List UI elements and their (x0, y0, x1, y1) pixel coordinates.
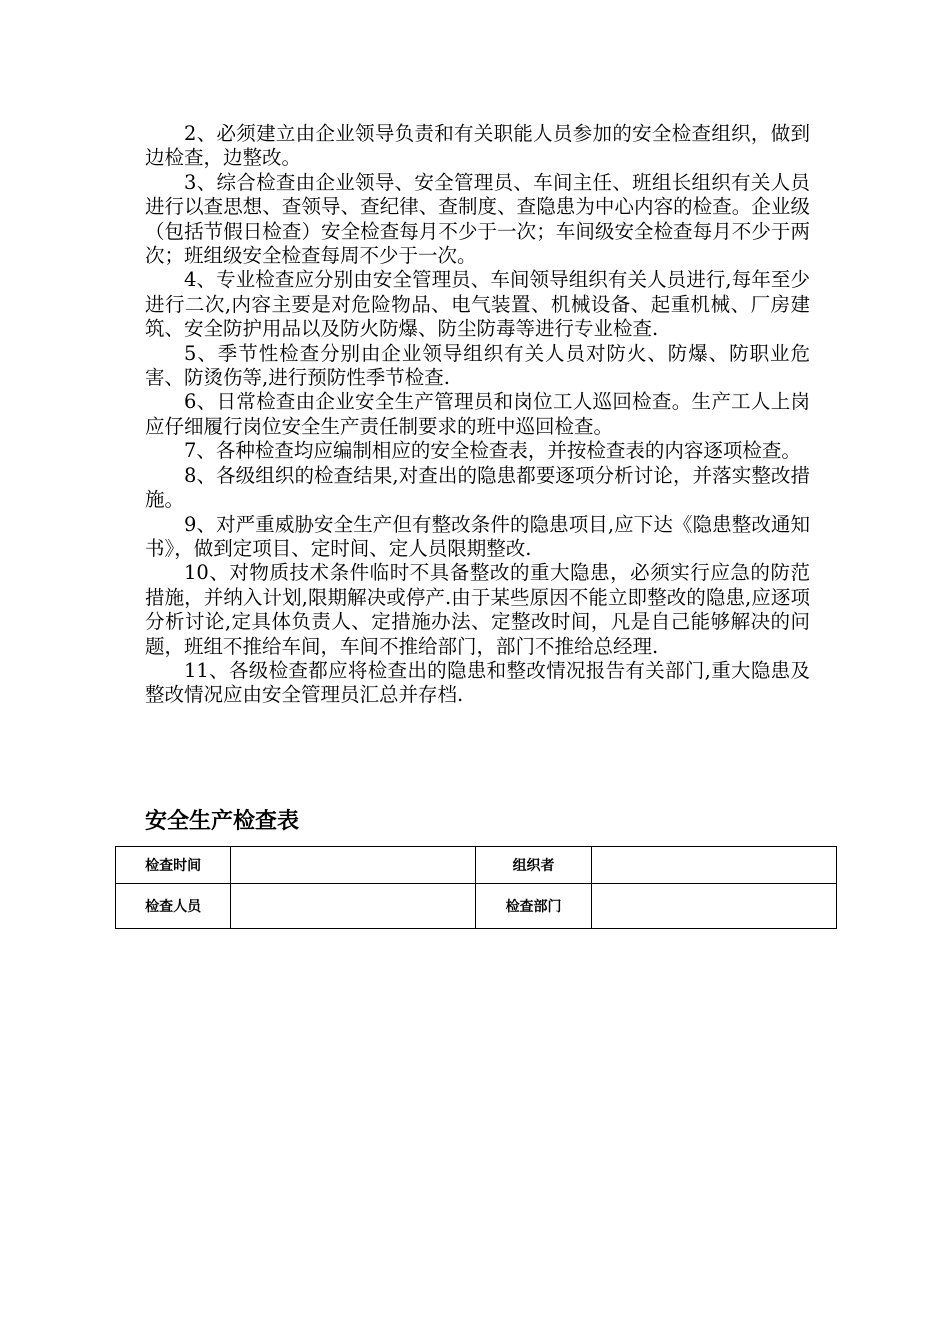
inspectors-label: 检查人员 (116, 884, 231, 929)
paragraph-item-8: 8、各级组织的检查结果,对查出的隐患都要逐项分析讨论，并落实整改措施。 (145, 463, 810, 512)
paragraph-item-9: 9、对严重威胁安全生产但有整改条件的隐患项目,应下达《隐患整改通知书》，做到定项目、定时间、定人员限期整改. (145, 512, 810, 560)
regulation-text (145, 122, 810, 708)
table-title: 安全生产检查表 (145, 809, 300, 834)
inspection-time-field[interactable] (231, 847, 476, 884)
inspectors-field[interactable] (231, 884, 476, 929)
inspection-table (115, 846, 837, 929)
paragraph-item-10: 10、对物质技术条件临时不具备整改的重大隐患，必须实行应急的防范措施，并纳入计划,限期解决或停产.由于某些原因不能立即整改的隐患,应逐项分析讨论,定具体负责人、定措施办法、定整改时间，凡是自己能够解决的问题，班组不推给车间，车间不推给部门，部门不推给总经理. (145, 561, 810, 658)
paragraph-item-11: 11、各级检查都应将检查出的隐患和整改情况报告有关部门,重大隐患及整改情况应由安全管理员汇总并存档. (145, 658, 810, 707)
paragraph-item-4: 4、专业检查应分别由安全管理员、车间领导组织有关人员进行,每年至少进行二次,内容主要是对危险物品、电气装置、机械设备、起重机械、厂房建筑、安全防护用品以及防火防爆、防尘防毒等进行专业检查. (145, 268, 810, 341)
table-row (116, 847, 837, 884)
table-row (116, 884, 837, 929)
inspection-time-label: 检查时间 (116, 847, 231, 884)
organizer-label: 组织者 (476, 847, 591, 884)
paragraph-item-6: 6、日常检查由企业安全生产管理员和岗位工人巡回检查。生产工人上岗应仔细履行岗位安全生产责任制要求的班中巡回检查。 (145, 390, 810, 438)
inspected-department-label: 检查部门 (476, 884, 591, 929)
paragraph-item-2: 2、必须建立由企业领导负责和有关职能人员参加的安全检查组织，做到边检查，边整改。 (145, 122, 810, 170)
organizer-field[interactable] (591, 847, 836, 884)
paragraph-item-3: 3、综合检查由企业领导、安全管理员、车间主任、班组长组织有关人员进行以查思想、查领导、查纪律、查制度、查隐患为中心内容的检查。企业级（包括节假日检查）安全检查每月不少于一次；车间级安全检查每月不少于两次；班组级安全检查每周不少于一次。 (145, 170, 810, 268)
inspected-department-field[interactable] (591, 884, 836, 929)
paragraph-item-7: 7、各种检查均应编制相应的安全检查表，并按检查表的内容逐项检查。 (184, 439, 801, 463)
paragraph-item-5: 5、季节性检查分别由企业领导组织有关人员对防火、防爆、防职业危害、防烫伤等,进行预防性季节检查. (145, 341, 810, 390)
